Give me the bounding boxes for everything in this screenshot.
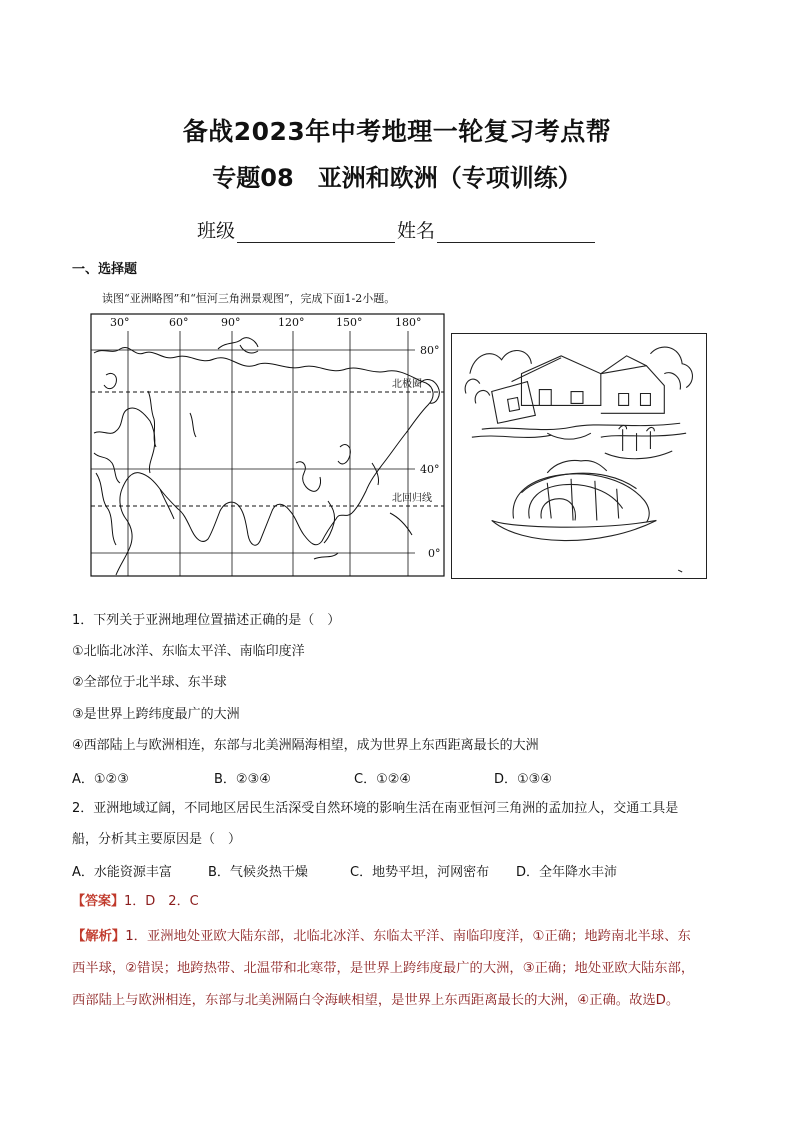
answer-line xyxy=(72,892,199,912)
lon-label-30: 30° xyxy=(110,316,130,329)
q1-item-4: ④西部陆上与欧洲相连，东部与北美洲隔海相望，成为世界上东西距离最长的大洲 xyxy=(72,738,539,753)
asia-sketch-map xyxy=(90,313,445,577)
lon-label-120: 120° xyxy=(278,316,305,329)
class-blank xyxy=(237,224,395,243)
q1-item-2: ②全部位于北半球、东半球 xyxy=(72,675,227,690)
explanation-line-1: 1．亚洲地处亚欧大陆东部，北临北冰洋、东临太平洋、南临印度洋，①正确；地跨南北半球、东 xyxy=(125,929,691,944)
q2-option-a[interactable]: A．水能资源丰富 xyxy=(72,865,172,880)
lon-label-150: 150° xyxy=(336,316,363,329)
q1-options xyxy=(72,768,552,787)
page-subtitle: 专题08 亚洲和欧洲（专项训练） xyxy=(212,164,582,192)
answer-text: 1．D 2．C xyxy=(124,894,199,909)
explanation-tag: 【解析】 xyxy=(72,929,126,944)
explanation xyxy=(72,921,724,1017)
q1-option-a[interactable]: A．①②③ xyxy=(72,772,129,787)
section-heading: 一、选择题 xyxy=(72,262,138,277)
question-intro: 读图“亚洲略图”和“恒河三角洲景观图”，完成下面1-2小题。 xyxy=(102,292,396,305)
q2-option-d[interactable]: D．全年降水丰沛 xyxy=(516,865,618,880)
q1-stem: 1．下列关于亚洲地理位置描述正确的是（ ） xyxy=(72,613,341,628)
lat-label-0: 0° xyxy=(428,547,441,560)
lon-label-90: 90° xyxy=(221,316,241,329)
lat-label-40: 40° xyxy=(420,463,440,476)
name-label: 姓名 xyxy=(397,220,436,242)
explanation-line-2: 西半球，②错误；地跨热带、北温带和北寒带，是世界上跨纬度最广的大洲，③正确；地处亚欧大陆东部， xyxy=(72,961,695,976)
q1-item-1: ①北临北冰洋、东临太平洋、南临印度洋 xyxy=(72,644,305,659)
name-blank xyxy=(437,224,595,243)
q2-options xyxy=(72,861,617,880)
ganges-delta-landscape-image xyxy=(451,333,707,579)
q1-option-b[interactable]: B．②③④ xyxy=(214,772,271,787)
q1-option-c[interactable]: C．①②④ xyxy=(354,772,412,787)
lat-label-80: 80° xyxy=(420,344,440,357)
lon-label-60: 60° xyxy=(169,316,189,329)
q2-stem-line2: 船，分析其主要原因是（ ） xyxy=(72,832,242,847)
q2-stem-line1: 2．亚洲地域辽阔，不同地区居民生活深受自然环境的影响生活在南亚恒河三角洲的孟加拉人，交通工具是 xyxy=(72,801,679,816)
page-title: 备战2023年中考地理一轮复习考点帮 xyxy=(182,117,612,146)
q1-item-3: ③是世界上跨纬度最广的大洲 xyxy=(72,707,240,722)
tropic-cancer-label: 北回归线 xyxy=(392,493,432,504)
arctic-circle-label: 北极圈 xyxy=(392,379,422,390)
q2-option-c[interactable]: C．地势平坦，河网密布 xyxy=(350,865,490,880)
answer-tag: 【答案】 xyxy=(72,894,125,909)
class-name-line xyxy=(0,216,794,243)
lon-label-180: 180° xyxy=(395,316,422,329)
q2-option-b[interactable]: B．气候炎热干燥 xyxy=(208,865,308,880)
q1-option-d[interactable]: D．①③④ xyxy=(494,772,552,787)
class-label: 班级 xyxy=(196,220,235,242)
explanation-line-3: 西部陆上与欧洲相连，东部与北美洲隔白令海峡相望，是世界上东西距离最长的大洲，④正确。故选D。 xyxy=(72,993,680,1008)
